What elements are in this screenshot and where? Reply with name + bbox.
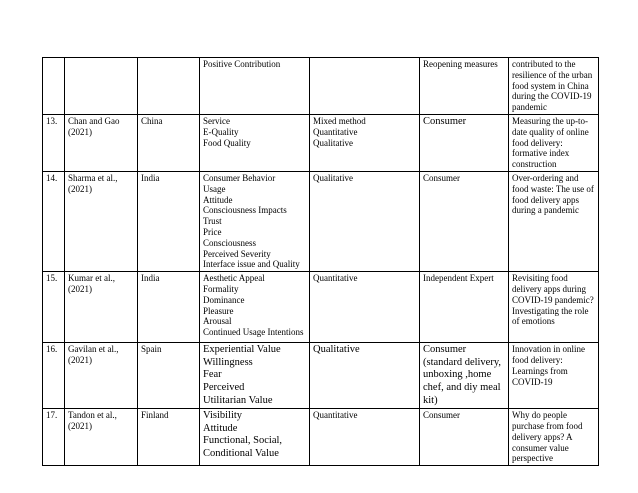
cell-no <box>43 171 65 271</box>
construct-item: Perceived <box>203 381 245 393</box>
construct-item: Willingness <box>203 356 253 368</box>
cell-respondent <box>420 409 509 466</box>
author-text: Tandon et al., (2021) <box>68 410 117 431</box>
title-text: Measuring the up-to-date quality of online food delivery: formative index construction <box>512 115 589 170</box>
cell-author <box>65 171 138 271</box>
construct-item: Positive Contribution <box>203 59 281 69</box>
country-text: China <box>141 115 163 126</box>
cell-constructs <box>200 58 310 115</box>
cell-no <box>43 58 65 115</box>
method-text: Mixed method Quantitative Qualitative <box>313 115 366 148</box>
author-text: Chan and Gao (2021) <box>68 115 120 137</box>
construct-item: Utilitarian Value <box>203 394 273 406</box>
cell-no <box>43 343 65 409</box>
construct-item: Experiential Value <box>203 344 281 356</box>
cell-method <box>310 171 420 271</box>
respondent-text: Independent Expert <box>423 273 494 284</box>
cell-country <box>138 58 200 115</box>
cell-constructs <box>200 171 310 271</box>
construct-item: Consciousness <box>203 237 257 248</box>
cell-country <box>138 343 200 409</box>
construct-item: Trust <box>203 216 222 227</box>
country-text: India <box>141 172 160 183</box>
cell-constructs <box>200 272 310 343</box>
construct-item: Dominance <box>203 294 245 305</box>
construct-item: Formality <box>203 283 239 294</box>
table-body <box>43 58 599 466</box>
cell-country <box>138 409 200 466</box>
author-text: Gavilan et al.,(2021) <box>68 344 119 365</box>
cell-country <box>138 171 200 271</box>
cell-title <box>509 58 599 115</box>
construct-item: Visibility <box>203 410 243 422</box>
cell-no <box>43 409 65 466</box>
table-row <box>43 58 599 115</box>
method-text: Quantitative <box>313 273 358 284</box>
no-text: 13. <box>46 115 58 126</box>
cell-respondent <box>420 343 509 409</box>
title-text: contributed to the resilience of the urban food system in China during the COVID-19 pandemic <box>512 59 593 113</box>
construct-item: Fear <box>203 369 222 381</box>
construct-item: Attitude <box>203 194 233 205</box>
cell-method <box>310 272 420 343</box>
construct-item: Pleasure <box>203 305 234 316</box>
country-text: India <box>141 273 160 284</box>
cell-title <box>509 114 599 171</box>
construct-item: E-Quality <box>203 126 239 137</box>
cell-title <box>509 272 599 343</box>
cell-method <box>310 114 420 171</box>
title-text: Revisiting food delivery apps during COVID-19 pandemic? Investigating the role of emotions <box>512 273 594 327</box>
construct-item: Conditional Value <box>203 447 279 459</box>
respondent-text: Reopening measures <box>423 59 498 69</box>
cell-no <box>43 114 65 171</box>
cell-country <box>138 272 200 343</box>
respondent-text: Consumer <box>423 115 467 127</box>
construct-item: Price <box>203 226 222 237</box>
title-text: Why do people purchase from food delivery apps? A consumer value perspective <box>512 410 583 464</box>
cell-method <box>310 343 420 409</box>
construct-item: Service <box>203 115 230 126</box>
title-text: Innovation in online food delivery: Learnings from COVID-19 <box>512 344 585 387</box>
no-text: 17. <box>46 410 58 421</box>
cell-constructs <box>200 343 310 409</box>
cell-respondent <box>420 58 509 115</box>
construct-item: Food Quality <box>203 137 251 148</box>
construct-item: Usage <box>203 183 226 194</box>
construct-item: Aesthetic Appeal <box>203 273 265 284</box>
cell-author <box>65 114 138 171</box>
method-text: Quantitative <box>313 410 358 421</box>
construct-item: Attitude <box>203 422 238 434</box>
respondent-text: Consumer <box>423 410 460 421</box>
no-text: 15. <box>46 273 58 284</box>
cell-author <box>65 58 138 115</box>
cell-respondent <box>420 114 509 171</box>
table-row <box>43 409 599 466</box>
construct-item: Arousal <box>203 316 232 327</box>
table-row <box>43 272 599 343</box>
cell-author <box>65 409 138 466</box>
cell-author <box>65 272 138 343</box>
construct-item: Continued Usage Intentions <box>203 327 304 338</box>
construct-item: Perceived Severity <box>203 248 271 259</box>
construct-item: Consciousness Impacts <box>203 205 287 216</box>
method-text: Qualitative <box>313 172 353 183</box>
cell-method <box>310 58 420 115</box>
cell-country <box>138 114 200 171</box>
cell-constructs <box>200 114 310 171</box>
country-text: Finland <box>141 410 169 421</box>
author-text: Sharma et al., (2021) <box>68 172 118 194</box>
no-text: 14. <box>46 172 58 183</box>
construct-item: Interface issue and Quality <box>203 259 300 270</box>
respondent-text: Consumer <box>423 172 460 183</box>
construct-item: Consumer Behavior <box>203 172 276 183</box>
country-text: Spain <box>141 344 162 355</box>
cell-constructs <box>200 409 310 466</box>
cell-no <box>43 272 65 343</box>
cell-respondent <box>420 171 509 271</box>
table-row <box>43 171 599 271</box>
respondent-text: Consumer (standard delivery, unboxing ,home chef, and diy meal kit) <box>423 344 502 406</box>
no-text: 16. <box>46 344 58 355</box>
cell-respondent <box>420 272 509 343</box>
table-row <box>43 343 599 409</box>
title-text: Over-ordering and food waste: The use of food delivery apps during a pandemic <box>512 172 594 216</box>
method-text: Qualitative <box>313 344 360 356</box>
table-row <box>43 114 599 171</box>
cell-method <box>310 409 420 466</box>
literature-table <box>42 57 599 466</box>
cell-title <box>509 409 599 466</box>
author-text: Kumar et al., (2021) <box>68 273 115 294</box>
cell-title <box>509 171 599 271</box>
construct-item: Functional, Social, <box>203 435 283 447</box>
cell-author <box>65 343 138 409</box>
cell-title <box>509 343 599 409</box>
